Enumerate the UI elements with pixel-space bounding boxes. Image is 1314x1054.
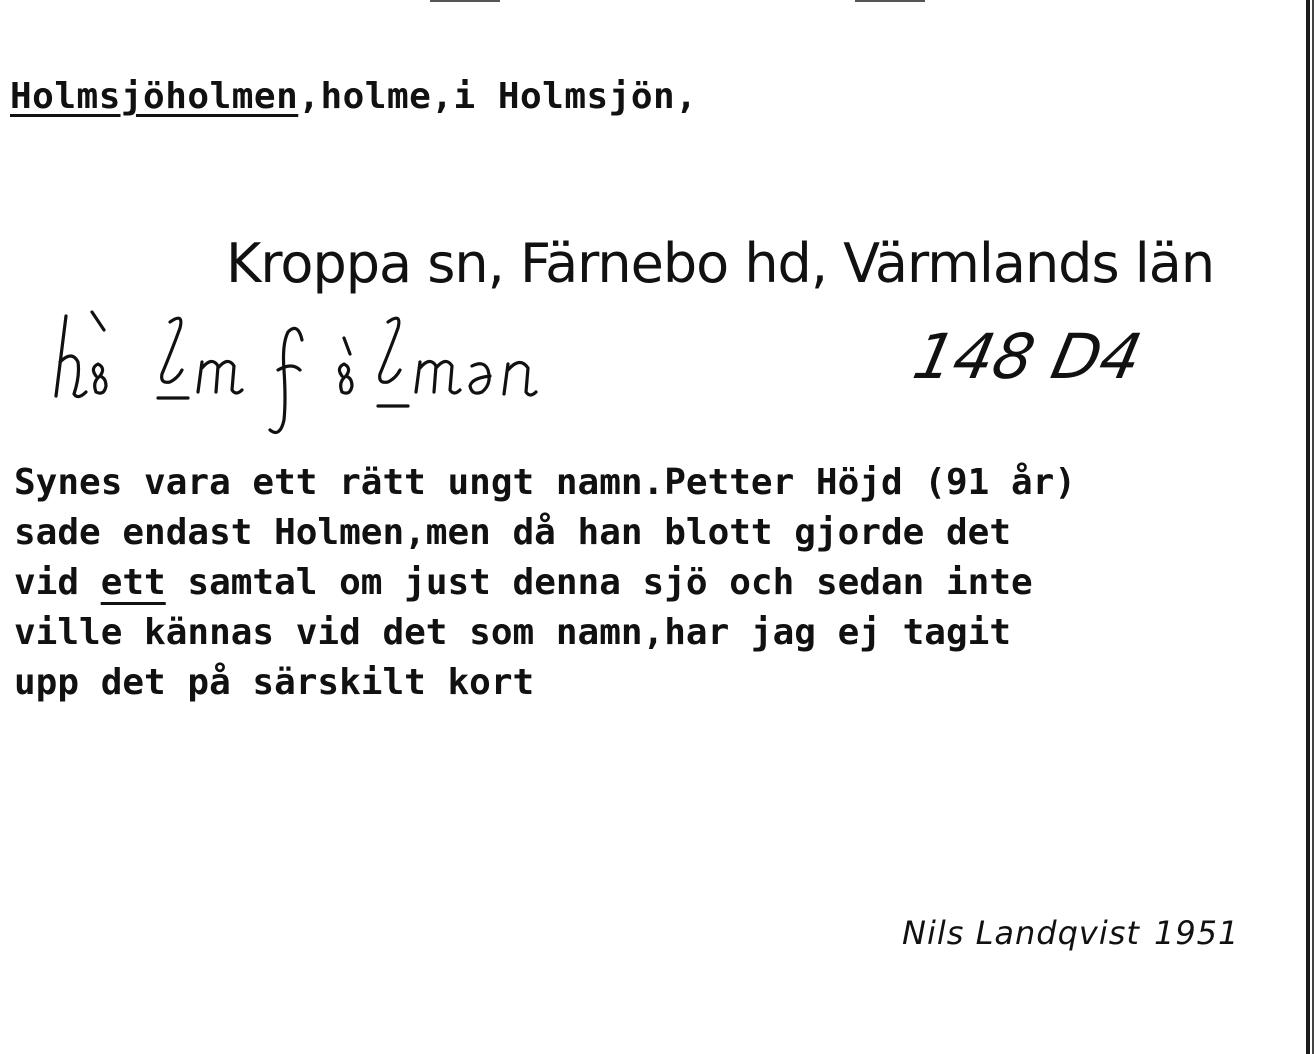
note-line — [14, 558, 1304, 608]
note-line: upp det på särskilt kort — [14, 662, 535, 703]
headword-line — [10, 76, 697, 117]
card-number: 148 D4 — [907, 320, 1148, 393]
note-line: sade endast Holmen,men då han blott gjorde det — [14, 512, 1011, 553]
collector-name: Nils Landqvist — [902, 914, 1140, 952]
headword-description: ,holme,i Holmsjön, — [298, 76, 698, 117]
scan-speck — [855, 0, 925, 2]
collection-year: 1951 — [1153, 914, 1240, 952]
note-fragment: vid — [14, 562, 101, 603]
parish-location: Kroppa sn, Färnebo hd, Värmlands län — [226, 232, 1215, 295]
note-line: ville kännas vid det som namn,har jag ej tagit — [14, 612, 1011, 653]
underlined-word: ett — [100, 562, 166, 603]
handwritten-phonetic-transcription — [52, 310, 592, 450]
headword: Holmsjöholmen — [10, 76, 299, 117]
note-line: Synes vara ett rätt ungt namn.Petter Höjd (91 år) — [14, 462, 1077, 503]
scan-speck — [430, 0, 500, 2]
note-text — [14, 458, 1304, 708]
card-edge — [1306, 0, 1310, 1054]
note-fragment: samtal om just denna sjö och sedan inte — [165, 562, 1033, 603]
collector-signature — [902, 914, 1239, 952]
